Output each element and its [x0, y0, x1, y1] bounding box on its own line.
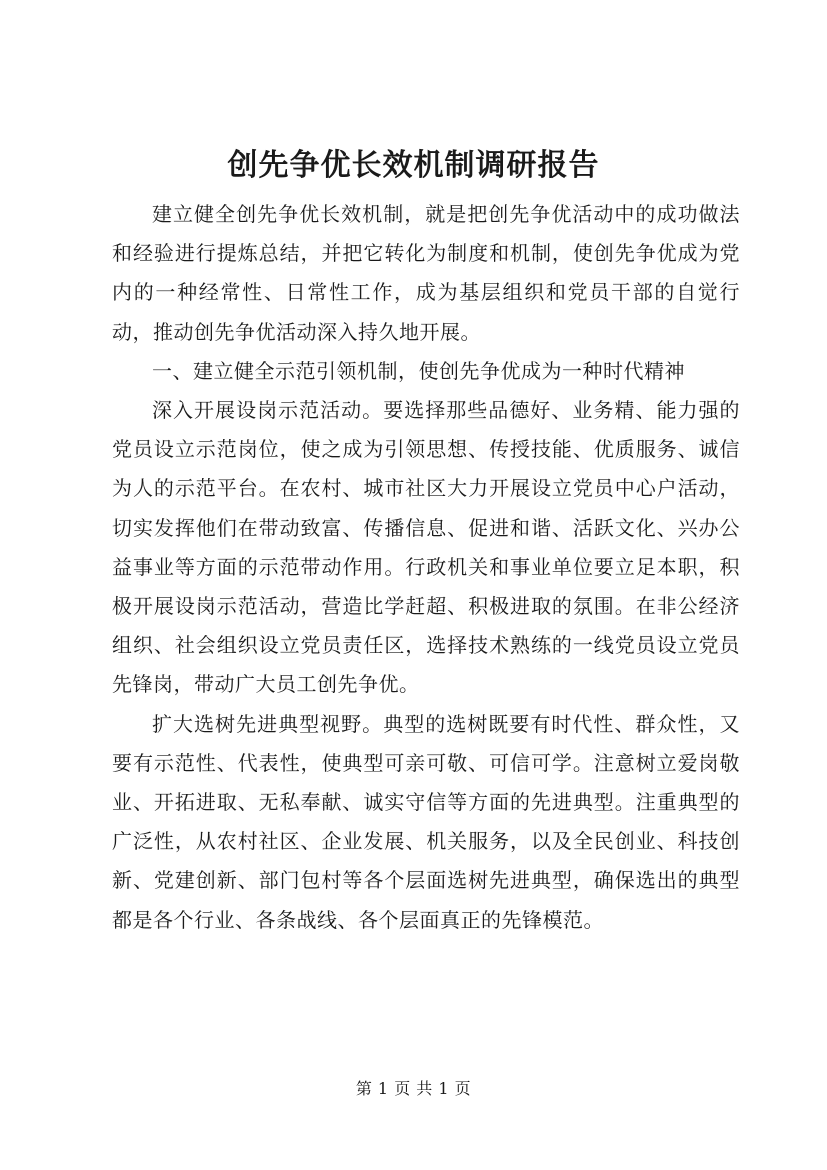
- paragraph-model-selection: 扩大选树先进典型视野。典型的选树既要有时代性、群众性，又要有示范性、代表性，使典型可亲可敬、可信可学。注意树立爱岗敬业、开拓进取、无私奉献、诚实守信等方面的先进典型。注重典型的广泛性，从农村社区、企业发展、机关服务，以及全民创业、科技创新、党建创新、部门包村等各个层面选树先进典型，确保选出的典型都是各个行业、各条战线、各个层面真正的先锋模范。: [112, 711, 740, 932]
- document-body: [112, 195, 740, 940]
- paragraph-intro: 建立健全创先争优长效机制，就是把创先争优活动中的成功做法和经验进行提炼总结，并把它转化为制度和机制，使创先争优成为党内的一种经常性、日常性工作，成为基层组织和党员干部的自觉行动，推动创先争优活动深入持久地开展。: [112, 202, 740, 344]
- page-number-footer: 第 1 页 共 1 页: [355, 1079, 472, 1098]
- paragraph-demonstration-posts: 深入开展设岗示范活动。要选择那些品德好、业务精、能力强的党员设立示范岗位，使之成为引领思想、传授技能、优质服务、诚信为人的示范平台。在农村、城市社区大力开展设立党员中心户活动，切实发挥他们在带动致富、传播信息、促进和谐、活跃文化、兴办公益事业等方面的示范带动作用。行政机关和事业单位要立足本职，积极开展设岗示范活动，营造比学赶超、积极进取的氛围。在非公经济组织、社会组织设立党员责任区，选择技术熟练的一线党员设立党员先锋岗，带动广大员工创先争优。: [112, 398, 740, 697]
- section-heading-1: 一、建立健全示范引领机制，使创先争优成为一种时代精神: [152, 358, 685, 383]
- document-title: 创先争优长效机制调研报告: [227, 148, 600, 183]
